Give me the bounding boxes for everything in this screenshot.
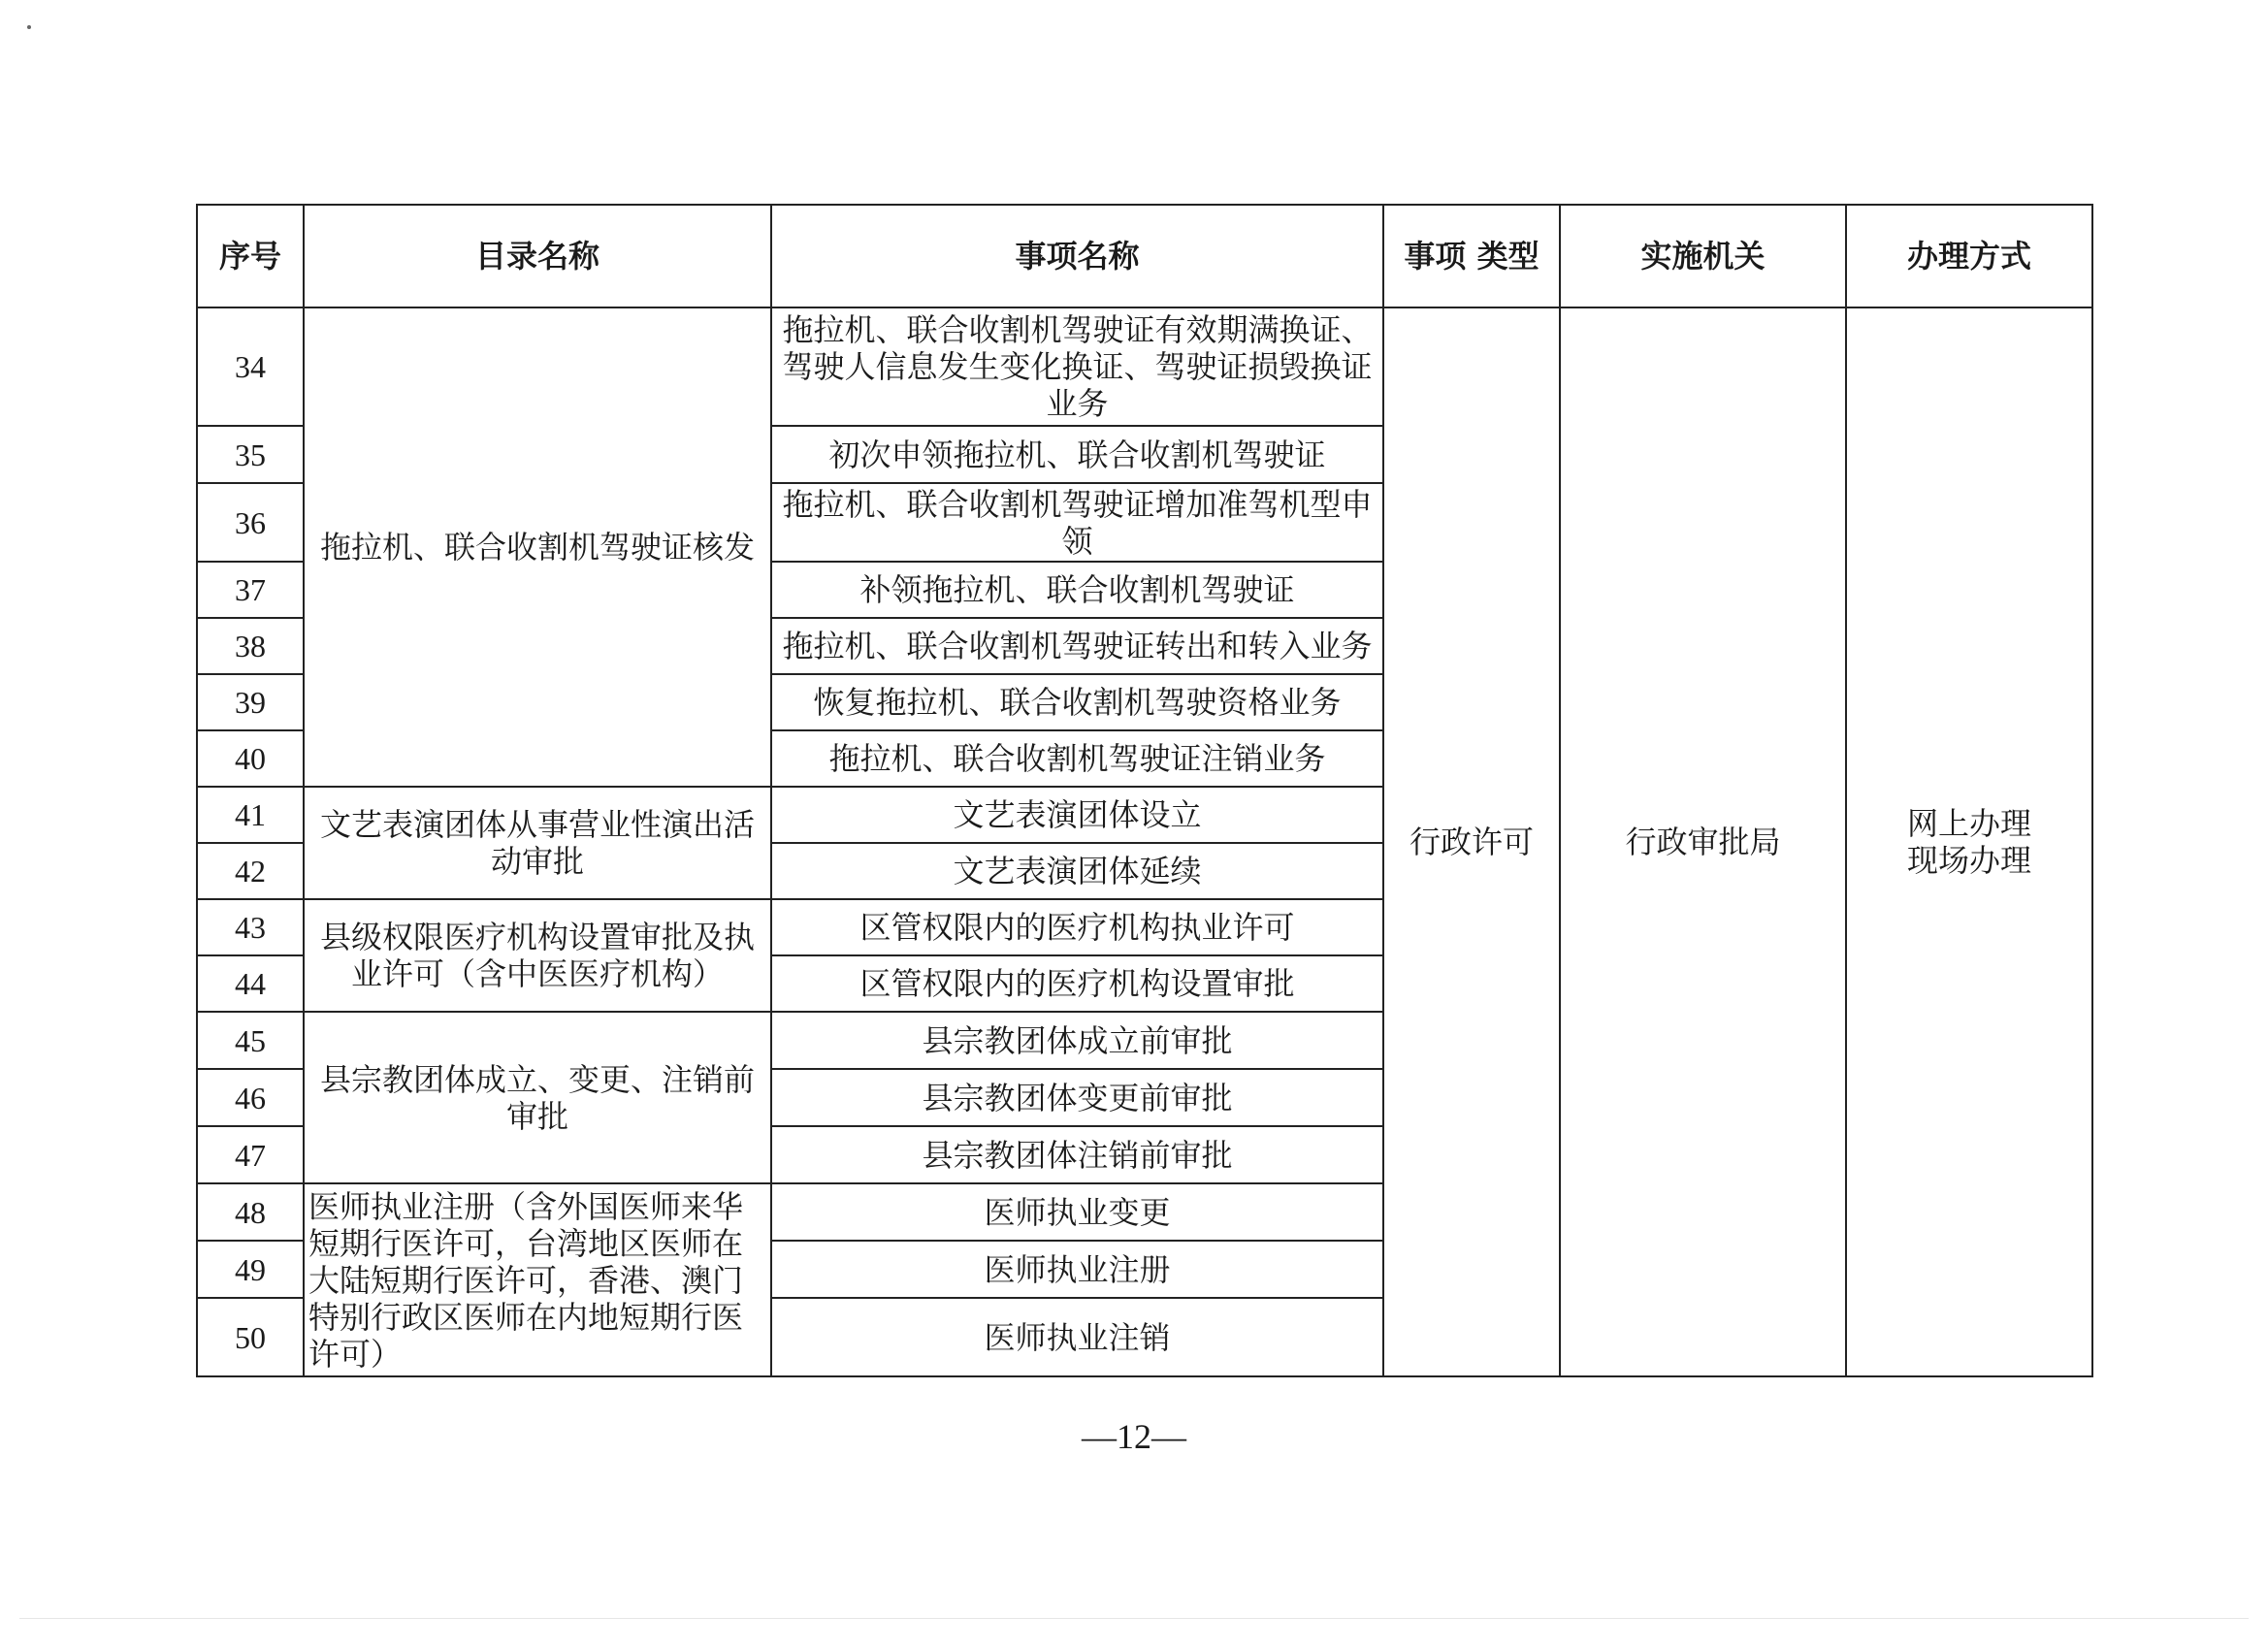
item-cell: 初次申领拖拉机、联合收割机驾驶证 [771,426,1383,483]
item-cell: 县宗教团体成立前审批 [771,1012,1383,1069]
header-type: 事项 类型 [1383,205,1560,307]
item-cell: 医师执业注册 [771,1241,1383,1298]
seq-cell: 42 [197,843,304,899]
seq-cell: 35 [197,426,304,483]
item-cell: 拖拉机、联合收割机驾驶证转出和转入业务 [771,618,1383,674]
method-online: 网上办理 [1906,805,2031,842]
table-header-row [197,205,2092,307]
header-item: 事项名称 [771,205,1383,307]
item-cell: 恢复拖拉机、联合收割机驾驶资格业务 [771,674,1383,730]
directory-cell: 县宗教团体成立、变更、注销前审批 [304,1012,771,1183]
seq-cell: 40 [197,730,304,787]
item-cell: 补领拖拉机、联合收割机驾驶证 [771,562,1383,618]
directory-cell: 拖拉机、联合收割机驾驶证核发 [304,307,771,787]
item-cell: 医师执业注销 [771,1298,1383,1376]
item-cell: 文艺表演团体设立 [771,787,1383,843]
seq-cell: 43 [197,899,304,955]
method-onsite: 现场办理 [1906,842,2031,879]
item-cell: 区管权限内的医疗机构设置审批 [771,955,1383,1012]
item-cell: 医师执业变更 [771,1183,1383,1241]
seq-cell: 45 [197,1012,304,1069]
seq-cell: 38 [197,618,304,674]
seq-cell: 37 [197,562,304,618]
seq-cell: 48 [197,1183,304,1241]
seq-cell: 50 [197,1298,304,1376]
item-cell: 文艺表演团体延续 [771,843,1383,899]
type-cell: 行政许可 [1383,307,1560,1376]
catalog-table [196,204,2093,1377]
item-cell: 拖拉机、联合收割机驾驶证注销业务 [771,730,1383,787]
seq-cell: 49 [197,1241,304,1298]
scan-edge-line [19,1618,2249,1619]
table-row [197,307,2092,426]
seq-cell: 44 [197,955,304,1012]
directory-cell: 县级权限医疗机构设置审批及执业许可（含中医医疗机构） [304,899,771,1012]
header-method: 办理方式 [1846,205,2092,307]
seq-cell: 39 [197,674,304,730]
item-cell: 区管权限内的医疗机构执业许可 [771,899,1383,955]
scan-artifact [27,25,31,29]
item-cell: 拖拉机、联合收割机驾驶证增加准驾机型申领 [771,483,1383,562]
method-cell [1846,307,2092,1376]
seq-cell: 34 [197,307,304,426]
header-seq: 序号 [197,205,304,307]
header-directory: 目录名称 [304,205,771,307]
item-cell: 拖拉机、联合收割机驾驶证有效期满换证、驾驶人信息发生变化换证、驾驶证损毁换证业务 [771,307,1383,426]
directory-cell: 文艺表演团体从事营业性演出活动审批 [304,787,771,899]
authority-cell: 行政审批局 [1560,307,1846,1376]
page-number: —12— [1082,1417,1186,1456]
item-cell: 县宗教团体注销前审批 [771,1126,1383,1183]
seq-cell: 36 [197,483,304,562]
header-authority: 实施机关 [1560,205,1846,307]
seq-cell: 41 [197,787,304,843]
directory-cell: 医师执业注册（含外国医师来华短期行医许可，台湾地区医师在大陆短期行医许可，香港、澳门特别行政区医师在内地短期行医许可） [304,1183,771,1376]
seq-cell: 47 [197,1126,304,1183]
seq-cell: 46 [197,1069,304,1126]
item-cell: 县宗教团体变更前审批 [771,1069,1383,1126]
